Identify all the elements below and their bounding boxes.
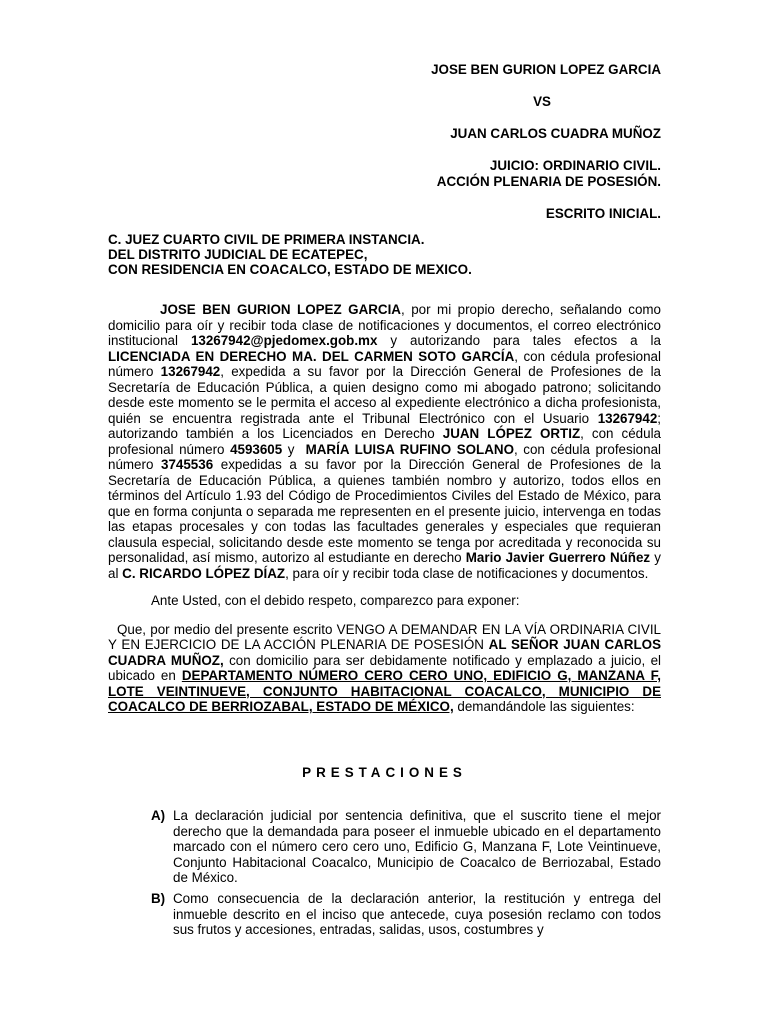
license-number: 4593605 <box>230 441 283 457</box>
plaintiff-name-inline: JOSE BEN GURION LOPEZ GARCIA <box>160 302 401 317</box>
judge-addressee <box>108 232 668 277</box>
action-type: ACCIÓN PLENARIA DE POSESIÓN. <box>436 174 661 189</box>
document-body <box>108 302 661 715</box>
item-label: A) <box>151 808 166 823</box>
tribunal-user: 13267942 <box>597 410 658 426</box>
authorized-person: C. RICARDO LÓPEZ DÍAZ <box>122 565 286 581</box>
versus-label: VS <box>533 94 551 109</box>
document-type: ESCRITO INICIAL. <box>545 206 661 221</box>
salutation-paragraph: Ante Usted, con el debido respeto, comparezco para exponer: <box>151 593 520 608</box>
addressee-line: CON RESIDENCIA EN COACALCO, ESTADO DE MEXICO. <box>108 262 472 277</box>
student-name: Mario Javier Guerrero Núñez <box>465 550 651 565</box>
addressee-line: DEL DISTRITO JUDICIAL DE ECATEPEC, <box>108 247 368 262</box>
attorney-name: MARÍA LUISA RUFINO SOLANO <box>305 441 514 457</box>
item-label: B) <box>151 891 166 906</box>
license-number: 13267942 <box>160 364 221 379</box>
prestacion-item <box>151 891 661 938</box>
case-header <box>201 62 661 222</box>
defendant-name: JUAN CARLOS CUADRA MUÑOZ <box>450 126 661 141</box>
defendant-inline: AL SEÑOR JUAN CARLOS CUADRA MUÑOZ, <box>108 637 662 668</box>
item-text: Como consecuencia de la declaración anterior, la restitución y entrega del inmueble descrito en el inciso que antecede, cuya posesión reclamo con todos sus frutos y accesiones, entradas, salidas, usos, costumbres y <box>173 891 661 937</box>
plaintiff-name: JOSE BEN GURION LOPEZ GARCIA <box>431 62 661 77</box>
license-number: 3745536 <box>161 457 214 472</box>
prestacion-item <box>151 808 661 886</box>
item-text: La declaración judicial por sentencia definitiva, que el suscrito tiene el mejor derecho que la demandada para poseer el inmueble ubicado en el departamento marcado con el número cero cero uno, Edificio G, Manzana F, Lote Veintinueve, Conjunto Habitacional Coacalco, Municipio de Coacalco de Berriozabal, Estado de México. <box>173 808 661 885</box>
intro-paragraph: JOSE BEN GURION LOPEZ GARCIA, por mi propio derecho, señalando como domicilio para oír y recibir toda clase de notificaciones y documentos, el correo electrónico institucional 13267942@pjedomex.gob.mx y autorizando para tales efectos a la LICENCIADA EN DERECHO MA. DEL CARMEN SOTO GARCÍA, con cédula profesional número 13267942, expedida a su favor por la Dirección General de Profesiones de la Secretaría de Educación Pública, a quien designo como mi abogado patrono; solicitando desde este momento se le permita el acceso al expediente electrónico a dicha profesionista, quién se encuentra registrada ante el Tribunal Electrónico con el Usuario 13267942; autorizando también a los Licenciados en Derecho JUAN LÓPEZ ORTIZ, con cédula profesional número 4593605 y MARÍA LUISA RUFINO SOLANO, con cédula profesional número 3745536 expedidas a su favor por la Dirección General de Profesiones de la Secretaría de Educación Pública, a quienes también nombro y autorizo, todos ellos en términos del Artículo 1.93 del Código de Procedimientos Civiles del Estado de México, para que en forma conjunta o separada me representen en el presente juicio, intervenga en todas las etapas procesales y con todas las facultades generales y especiales que requieran clausula especial, solicitando desde este momento se tenga por acreditada y reconocida su personalidad, así mismo, autorizo al estudiante en derecho Mario Javier Guerrero Núñez y al C. RICARDO LÓPEZ DÍAZ, para oír y recibir toda clase de notificaciones y documentos. <box>108 302 662 581</box>
institutional-email: 13267942@pjedomex.gob.mx <box>190 333 378 348</box>
addressee-line: C. JUEZ CUARTO CIVIL DE PRIMERA INSTANCIA. <box>108 232 425 247</box>
attorney-name: LICENCIADA EN DERECHO MA. DEL CARMEN SOTO GARCÍA <box>108 348 515 364</box>
trial-type: JUICIO: ORDINARIO CIVIL. <box>489 158 661 173</box>
defendant-address: DEPARTAMENTO NÚMERO CERO CERO UNO, EDIFICIO G, MANZANA F, LOTE VEINTINUEVE, CONJUNTO HABITACIONAL COACALCO, MUNICIPIO DE COACALCO DE BERRIOZABAL, ESTADO DE MÉXICO, <box>108 668 661 714</box>
claim-paragraph: Que, por medio del presente escrito VENGO A DEMANDAR EN LA VÍA ORDINARIA CIVIL Y EN EJERCICIO DE LA ACCIÓN PLENARIA DE POSESIÓN AL SEÑOR JUAN CARLOS CUADRA MUÑOZ, con domicilio para ser debidamente notificado y emplazado a juicio, el ubicado en DEPARTAMENTO NÚMERO CERO CERO UNO, EDIFICIO G, MANZANA F, LOTE VEINTINUEVE, CONJUNTO HABITACIONAL COACALCO, MUNICIPIO DE COACALCO DE BERRIOZABAL, ESTADO DE MÉXICO, demandándole las siguientes: <box>108 621 662 714</box>
prestaciones-heading: PRESTACIONES <box>302 765 467 780</box>
attorney-name: JUAN LÓPEZ ORTIZ <box>442 426 581 441</box>
